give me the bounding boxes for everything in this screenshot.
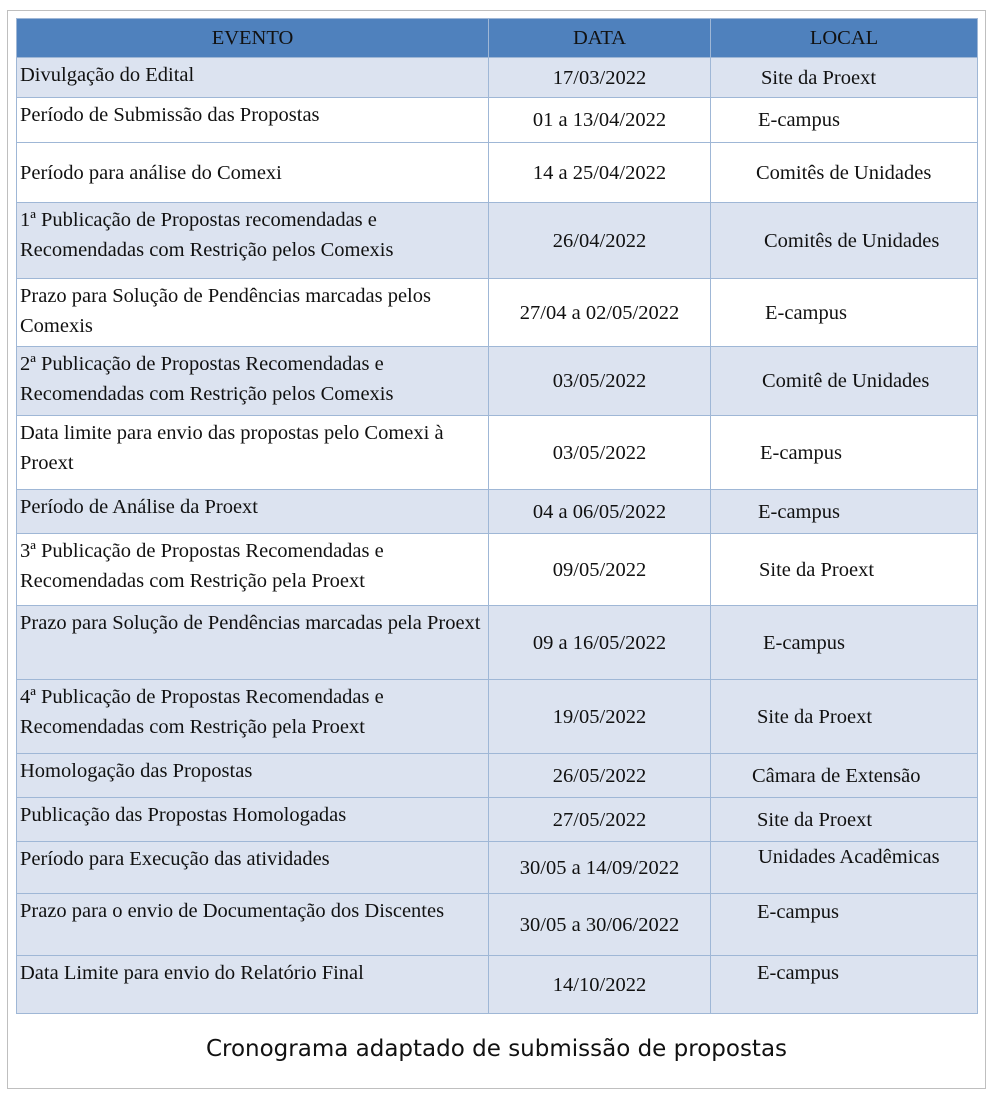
event-cell: 3ª Publicação de Propostas Recomendadas e Recomendadas com Restrição pela Proext xyxy=(17,534,489,606)
table-row xyxy=(17,279,978,347)
table-row xyxy=(17,680,978,754)
event-cell: Publicação das Propostas Homologadas xyxy=(17,798,489,842)
date-cell: 03/05/2022 xyxy=(489,416,711,490)
table-row xyxy=(17,143,978,203)
event-cell: 4ª Publicação de Propostas Recomendadas e Recomendadas com Restrição pela Proext xyxy=(17,680,489,754)
table-row xyxy=(17,58,978,98)
date-cell: 26/05/2022 xyxy=(489,754,711,798)
event-cell: Homologação das Propostas xyxy=(17,754,489,798)
location-cell: Site da Proext xyxy=(711,534,978,606)
table-caption: Cronograma adaptado de submissão de propostas xyxy=(205,1036,788,1062)
event-cell: 2ª Publicação de Propostas Recomendadas e Recomendadas com Restrição pelos Comexis xyxy=(17,347,489,416)
event-cell: Período para Execução das atividades xyxy=(17,842,489,894)
date-cell: 17/03/2022 xyxy=(489,58,711,98)
table-row xyxy=(17,416,978,490)
location-cell: Comitês de Unidades xyxy=(711,203,978,279)
table-row xyxy=(17,754,978,798)
table-row xyxy=(17,98,978,143)
date-cell: 09 a 16/05/2022 xyxy=(489,606,711,680)
location-cell: Site da Proext xyxy=(711,58,978,98)
date-cell: 30/05 a 30/06/2022 xyxy=(489,894,711,956)
event-cell: Data Limite para envio do Relatório Final xyxy=(17,956,489,1014)
table-row xyxy=(17,490,978,534)
date-cell: 14/10/2022 xyxy=(489,956,711,1014)
event-cell: Período de Análise da Proext xyxy=(17,490,489,534)
table-row xyxy=(17,534,978,606)
header-location: LOCAL xyxy=(711,19,978,58)
table-row xyxy=(17,606,978,680)
table-header-row xyxy=(17,19,978,58)
location-cell: Câmara de Extensão xyxy=(711,754,978,798)
event-cell: Data limite para envio das propostas pelo Comexi à Proext xyxy=(17,416,489,490)
table-row xyxy=(17,894,978,956)
table-row xyxy=(17,956,978,1014)
event-cell: Prazo para o envio de Documentação dos Discentes xyxy=(17,894,489,956)
event-cell: 1ª Publicação de Propostas recomendadas e Recomendadas com Restrição pelos Comexis xyxy=(17,203,489,279)
header-event: EVENTO xyxy=(17,19,489,58)
table-row xyxy=(17,203,978,279)
date-cell: 27/04 a 02/05/2022 xyxy=(489,279,711,347)
event-cell: Prazo para Solução de Pendências marcadas pela Proext xyxy=(17,606,489,680)
location-cell: E-campus xyxy=(711,606,978,680)
location-cell: E-campus xyxy=(711,98,978,143)
date-cell: 04 a 06/05/2022 xyxy=(489,490,711,534)
table-row xyxy=(17,842,978,894)
location-cell: E-campus xyxy=(711,894,978,956)
location-cell: E-campus xyxy=(711,956,978,1014)
date-cell: 01 a 13/04/2022 xyxy=(489,98,711,143)
date-cell: 03/05/2022 xyxy=(489,347,711,416)
table-row xyxy=(17,798,978,842)
event-cell: Período para análise do Comexi xyxy=(17,143,489,203)
location-cell: E-campus xyxy=(711,490,978,534)
location-cell: E-campus xyxy=(711,416,978,490)
location-cell: Site da Proext xyxy=(711,798,978,842)
schedule-table xyxy=(16,18,978,1014)
event-cell: Período de Submissão das Propostas xyxy=(17,98,489,143)
date-cell: 14 a 25/04/2022 xyxy=(489,143,711,203)
event-cell: Prazo para Solução de Pendências marcadas pelos Comexis xyxy=(17,279,489,347)
date-cell: 26/04/2022 xyxy=(489,203,711,279)
location-cell: Site da Proext xyxy=(711,680,978,754)
location-cell: E-campus xyxy=(711,279,978,347)
location-cell: Comitês de Unidades xyxy=(711,143,978,203)
location-cell: Comitê de Unidades xyxy=(711,347,978,416)
header-date: DATA xyxy=(489,19,711,58)
location-cell: Unidades Acadêmicas xyxy=(711,842,978,894)
date-cell: 30/05 a 14/09/2022 xyxy=(489,842,711,894)
date-cell: 27/05/2022 xyxy=(489,798,711,842)
date-cell: 09/05/2022 xyxy=(489,534,711,606)
date-cell: 19/05/2022 xyxy=(489,680,711,754)
table-row xyxy=(17,347,978,416)
event-cell: Divulgação do Edital xyxy=(17,58,489,98)
